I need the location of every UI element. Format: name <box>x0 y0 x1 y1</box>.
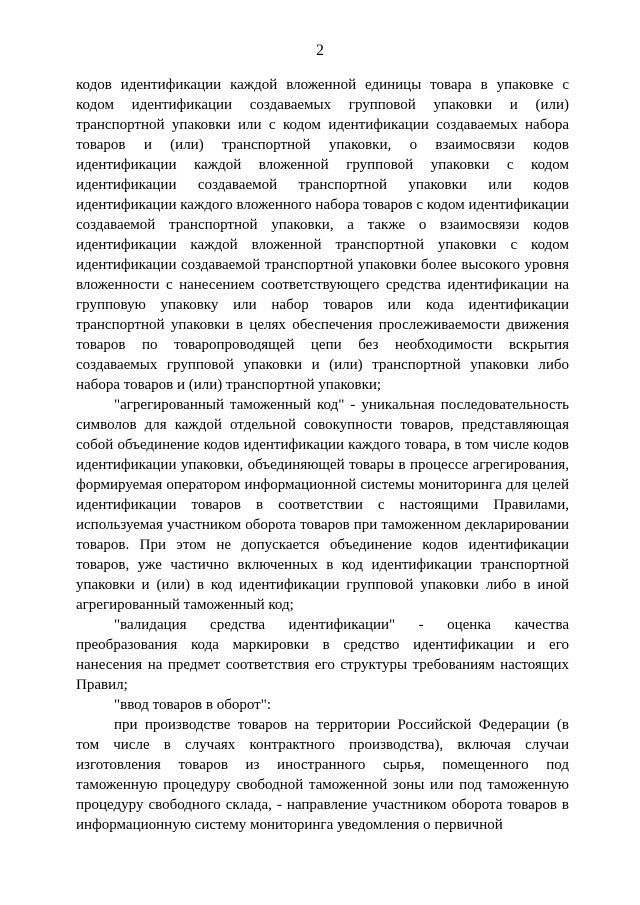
paragraph-introduction-heading: "ввод товаров в оборот": <box>114 697 271 713</box>
paragraph-production-in-russia: при производстве товаров на территории Российской Федерации (в том числе в случаях контрактного производства), включая случаи изготовления товаров из иностранного сырья, помещенного под таможенную процедуру свободной таможенной зоны или под таможенную процедуру свободного склада, - направление участником оборота товаров в информационную систему мониторинга уведомления о первичной <box>76 717 569 833</box>
paragraph-identification-codes: кодов идентификации каждой вложенной единицы товара в упаковке с кодом идентификации создаваемых групповой упаковки и (или) транспортной упаковки или с кодом идентификации создаваемых набора товаров и (или) транспортной упаковки, о взаимосвязи кодов идентификации каждой вложенной групповой упаковки с кодом идентификации создаваемой транспортной упаковки или кодов идентификации каждого вложенного набора товаров с кодом идентификации создаваемой транспортной упаковки, а также о взаимосвязи кодов идентификации каждой вложенной транспортной упаковки с кодом идентификации создаваемой транспортной упаковки более высокого уровня вложенности с нанесением соответствующего средства идентификации на групповую упаковку или набор товаров или кода идентификации транспортной упаковки в целях обеспечения прослеживаемости движения товаров по товаропроводящей цепи без необходимости вскрытия создаваемых групповой упаковки и (или) транспортной упаковки либо набора товаров и (или) транспортной упаковки; <box>76 77 569 393</box>
paragraph-identifier-validation: "валидация средства идентификации" - оценка качества преобразования кода маркировки в средство идентификации и его нанесения на предмет соответствия его структуры требованиям настоящих Правил; <box>76 617 569 693</box>
page-number: 2 <box>316 42 324 59</box>
document-body <box>76 75 569 835</box>
paragraph-aggregated-customs-code: "агрегированный таможенный код" - уникальная последовательность символов для каждой отдельной совокупности товаров, представляющая собой объединение кодов идентификации каждого товара, в том числе кодов идентификации упаковки, объединяющей товары в процессе агрегирования, формируемая оператором информационной системы мониторинга для целей идентификации товаров в соответствии с настоящими Правилами, используемая участником оборота товаров при таможенном декларировании товаров. При этом не допускается объединение кодов идентификации товаров, уже частично включенных в код идентификации транспортной упаковки и (или) в код идентификации групповой упаковки либо в иной агрегированный таможенный код; <box>76 397 569 613</box>
